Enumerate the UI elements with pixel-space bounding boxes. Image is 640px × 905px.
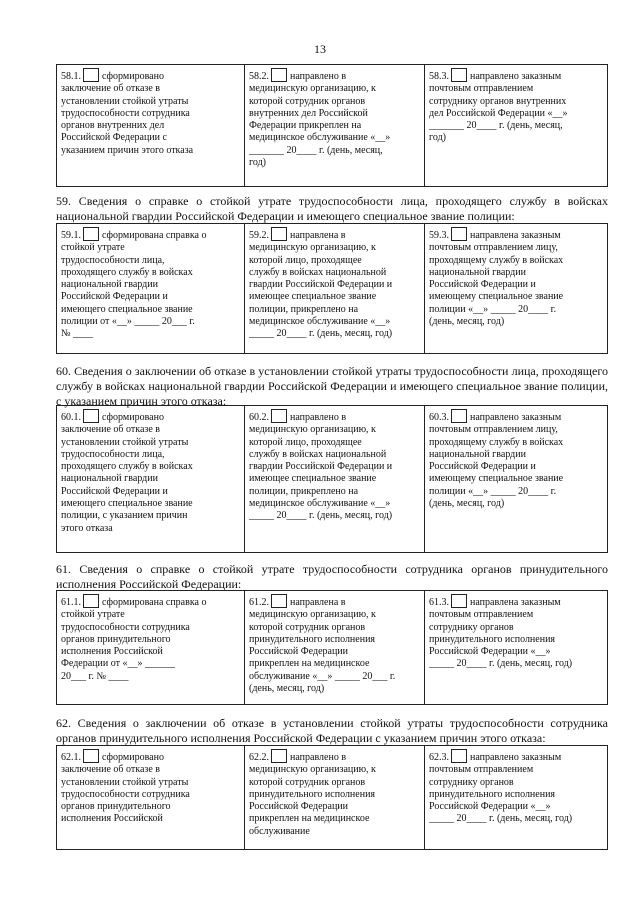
checkbox[interactable] [83, 68, 99, 82]
item-text: сформировано [102, 71, 164, 82]
item-60-2 [245, 406, 425, 552]
item-text-line: установлении стойкой утраты [61, 776, 189, 788]
item-text-line: которой лицо, проходящее [249, 254, 362, 266]
checkbox[interactable] [451, 68, 467, 82]
item-text-line: медицинское обслуживание «__» [249, 498, 391, 510]
item-text-line: имеющее специальное звание [249, 291, 377, 303]
item-text-line: имеющего специальное звание [61, 303, 193, 315]
item-text-line: трудоспособности лица, [61, 448, 165, 460]
item-text-line: год) [249, 157, 266, 169]
item-text-line: год) [429, 132, 446, 144]
item-text-line: трудоспособности сотрудника [61, 788, 190, 800]
table-59 [56, 223, 608, 354]
item-text-line: установлении стойкой утраты [61, 436, 189, 448]
item-text-line: _____ 20____ г. (день, месяц, год) [249, 328, 393, 340]
heading-59: 59. Сведения о справке о стойкой утрате трудоспособности лица, проходящего службу в войсках национальной гвардии Российской Федерации и имеющего специальное звание полиции: [56, 194, 608, 223]
item-text-line: заключение об отказе в [61, 83, 161, 95]
item-text-line: сотруднику органов внутренних [429, 95, 567, 107]
item-first-line [249, 409, 421, 424]
checkbox[interactable] [83, 409, 99, 423]
item-first-line [429, 749, 604, 764]
item-text-line: Федерации от «__» ______ [61, 658, 175, 670]
item-text-line: национальной гвардии [429, 448, 526, 460]
item-text-line: почтовым отправлением [429, 764, 534, 776]
heading-60: 60. Сведения о заключении об отказе в установлении стойкой утраты трудоспособности лица, проходящего службу в войсках национальной гвардии Российской Федерации и имеющего специальное звание полиции, с указанием причин этого отказа: [56, 364, 608, 408]
item-text-line: проходящему службу в войсках [429, 436, 564, 448]
item-number: 58.3. [429, 71, 449, 82]
heading-61: 61. Сведения о справке о стойкой утрате трудоспособности сотрудника органов принудительного исполнения Российской Федерации: [56, 562, 608, 591]
item-text-line: _____ 20____ г. (день, месяц, год) [429, 813, 573, 825]
item-62-1 [57, 746, 245, 849]
item-text-line: Российской Федерации и [61, 485, 168, 497]
item-text-line: медицинскую организацию, к [249, 242, 376, 254]
item-first-line [61, 749, 241, 764]
item-text-line: национальной гвардии [61, 473, 158, 485]
item-text-line: органов принудительного [61, 801, 171, 813]
item-text-line: прикреплен на медицинское [249, 658, 370, 670]
item-59-1 [57, 224, 245, 353]
item-text-line: проходящему службу в войсках [429, 254, 564, 266]
item-text-line: Российской Федерации и [61, 291, 168, 303]
item-text-line: имеющего специальное звание [61, 498, 193, 510]
item-number: 59.3. [429, 230, 449, 241]
item-text-line: полиции, прикреплено на [249, 303, 359, 315]
checkbox[interactable] [451, 594, 467, 608]
item-text: направлено в [290, 752, 347, 763]
item-59-3 [425, 224, 607, 353]
item-text: сформирована справка о [102, 230, 207, 241]
item-text-line: (день, месяц, год) [429, 316, 505, 328]
item-text-line: обслуживание [249, 825, 310, 837]
item-text-line: трудоспособности сотрудника [61, 107, 190, 119]
item-number: 62.2. [249, 752, 269, 763]
item-text: сформировано [102, 412, 164, 423]
item-text-line: медицинское обслуживание «__» [249, 316, 391, 328]
checkbox[interactable] [271, 594, 287, 608]
item-text-line: сотруднику органов [429, 621, 514, 633]
item-text-line: органов внутренних дел [61, 120, 165, 132]
table-58 [56, 64, 608, 187]
item-text-line: которой сотрудник органов [249, 95, 366, 107]
item-text-line: прикреплен на медицинское [249, 813, 370, 825]
item-text-line: _______ 20____ г. (день, месяц, [429, 120, 563, 132]
item-text-line: почтовым отправлением лицу, [429, 242, 558, 254]
item-text-line: Федерации прикреплен на [249, 120, 362, 132]
item-60-1 [57, 406, 245, 552]
checkbox[interactable] [83, 227, 99, 241]
item-first-line [249, 227, 421, 242]
item-62-3 [425, 746, 607, 849]
page-number: 13 [314, 42, 326, 56]
item-number: 58.2. [249, 71, 269, 82]
item-text-line: стойкой утрате [61, 609, 125, 621]
item-61-1 [57, 591, 245, 704]
item-text-line: сотруднику органов [429, 776, 514, 788]
item-text-line: полиции «__» _____ 20____ г. [429, 303, 557, 315]
item-text: направлена заказным [470, 597, 561, 608]
item-number: 58.1. [61, 71, 81, 82]
checkbox[interactable] [451, 749, 467, 763]
item-first-line [429, 409, 604, 424]
item-text-line: установлении стойкой утраты [61, 95, 189, 107]
item-text-line: трудоспособности сотрудника [61, 621, 190, 633]
item-text-line: медицинское обслуживание «__» [249, 132, 391, 144]
item-text-line: (день, месяц, год) [429, 498, 505, 510]
item-text: направлена в [290, 230, 346, 241]
checkbox[interactable] [271, 749, 287, 763]
checkbox[interactable] [271, 227, 287, 241]
item-text-line: обслуживание «__» _____ 20___ г. [249, 670, 396, 682]
item-text-line: которой сотрудник органов [249, 621, 366, 633]
item-text: направлено в [290, 71, 347, 82]
item-text: направлено заказным [470, 752, 562, 763]
item-text-line: заключение об отказе в [61, 424, 161, 436]
item-first-line [61, 68, 241, 83]
checkbox[interactable] [271, 68, 287, 82]
item-first-line [249, 749, 421, 764]
item-text-line: проходящего службу в войсках [61, 461, 193, 473]
item-text: сформирована справка о [102, 597, 207, 608]
item-text-line: полиции, с указанием причин [61, 510, 188, 522]
item-text-line: медицинскую организацию, к [249, 764, 376, 776]
item-text-line: принудительного исполнения [249, 788, 376, 800]
item-text-line: трудоспособности лица, [61, 254, 165, 266]
item-text-line: гвардии Российской Федерации и [249, 461, 393, 473]
item-text-line: проходящего службу в войсках [61, 266, 193, 278]
item-number: 61.2. [249, 597, 269, 608]
item-text-line: (день, месяц, год) [249, 683, 325, 695]
item-text-line: полиции, прикреплено на [249, 485, 359, 497]
checkbox[interactable] [83, 749, 99, 763]
item-number: 59.2. [249, 230, 269, 241]
item-text-line: медицинскую организацию, к [249, 609, 376, 621]
item-text-line: _______ 20____ г. (день, месяц, [249, 144, 383, 156]
item-number: 62.3. [429, 752, 449, 763]
item-text-line: национальной гвардии [61, 279, 158, 291]
table-62 [56, 745, 608, 850]
item-text: сформировано [102, 752, 164, 763]
item-text-line: органов принудительного [61, 633, 171, 645]
item-text-line: имеющее специальное звание [249, 473, 377, 485]
item-first-line [249, 594, 421, 609]
item-text: направлено в [290, 412, 347, 423]
table-60 [56, 405, 608, 553]
item-text-line: _____ 20____ г. (день, месяц, год) [249, 510, 393, 522]
item-text-line: почтовым отправлением лицу, [429, 424, 558, 436]
item-58-1 [57, 65, 245, 186]
item-first-line [61, 594, 241, 609]
item-number: 61.3. [429, 597, 449, 608]
item-number: 59.1. [61, 230, 81, 241]
item-text-line: медицинскую организацию, к [249, 83, 376, 95]
item-text-line: полиции «__» _____ 20____ г. [429, 485, 557, 497]
item-62-2 [245, 746, 425, 849]
checkbox[interactable] [451, 409, 467, 423]
item-number: 60.1. [61, 412, 81, 423]
heading-62: 62. Сведения о заключении об отказе в установлении стойкой утраты трудоспособности сотрудника органов принудительного исполнения Российской Федерации с указанием причин этого отказа: [56, 716, 608, 745]
item-text-line: _____ 20____ г. (день, месяц, год) [429, 658, 573, 670]
item-text-line: 20___ г. № ____ [61, 670, 129, 682]
item-text-line: имеющему специальное звание [429, 291, 564, 303]
item-text-line: исполнения Российской [61, 813, 163, 825]
item-text-line: гвардии Российской Федерации и [249, 279, 393, 291]
table-61 [56, 590, 608, 705]
checkbox[interactable] [83, 594, 99, 608]
item-first-line [429, 68, 604, 83]
item-text-line: Российской Федерации [249, 801, 349, 813]
checkbox[interactable] [271, 409, 287, 423]
item-text: направлено заказным [470, 412, 562, 423]
item-58-2 [245, 65, 425, 186]
item-text-line: почтовым отправлением [429, 609, 534, 621]
item-text-line: принудительного исполнения [429, 633, 556, 645]
item-first-line [61, 227, 241, 242]
item-text-line: Российской Федерации и [429, 279, 536, 291]
item-text-line: имеющему специальное звание [429, 473, 564, 485]
item-61-3 [425, 591, 607, 704]
item-text-line: службу в войсках национальной [249, 448, 387, 460]
item-text-line: дел Российской Федерации «__» [429, 107, 568, 119]
item-text-line: исполнения Российской [61, 646, 163, 658]
item-61-2 [245, 591, 425, 704]
item-text-line: национальной гвардии [429, 266, 526, 278]
item-text: направлена в [290, 597, 346, 608]
item-first-line [429, 227, 604, 242]
item-text-line: Российской Федерации [249, 646, 349, 658]
item-text-line: № ____ [61, 328, 94, 340]
item-text: направлена заказным [470, 230, 561, 241]
item-text-line: медицинскую организацию, к [249, 424, 376, 436]
item-text-line: принудительного исполнения [429, 788, 556, 800]
item-text-line: которой сотрудник органов [249, 776, 366, 788]
item-60-3 [425, 406, 607, 552]
item-text-line: указанием причин этого отказа [61, 144, 194, 156]
item-text-line: Российской Федерации с [61, 132, 167, 144]
item-first-line [249, 68, 421, 83]
item-number: 60.3. [429, 412, 449, 423]
item-text-line: заключение об отказе в [61, 764, 161, 776]
item-text-line: Российской Федерации и [429, 461, 536, 473]
item-text-line: службу в войсках национальной [249, 266, 387, 278]
item-number: 60.2. [249, 412, 269, 423]
item-text-line: полиции от «__» _____ 20___ г. [61, 316, 195, 328]
item-number: 62.1. [61, 752, 81, 763]
item-text-line: внутренних дел Российской [249, 107, 368, 119]
item-first-line [429, 594, 604, 609]
item-text-line: принудительного исполнения [249, 633, 376, 645]
item-59-2 [245, 224, 425, 353]
item-text-line: Российской Федерации «__» [429, 646, 551, 658]
item-text-line: почтовым отправлением [429, 83, 534, 95]
item-text-line: Российской Федерации «__» [429, 801, 551, 813]
item-text-line: этого отказа [61, 522, 113, 534]
item-number: 61.1. [61, 597, 81, 608]
item-text: направлено заказным [470, 71, 562, 82]
item-first-line [61, 409, 241, 424]
item-text-line: которой лицо, проходящее [249, 436, 362, 448]
item-58-3 [425, 65, 607, 186]
item-text-line: стойкой утрате [61, 242, 125, 254]
checkbox[interactable] [451, 227, 467, 241]
